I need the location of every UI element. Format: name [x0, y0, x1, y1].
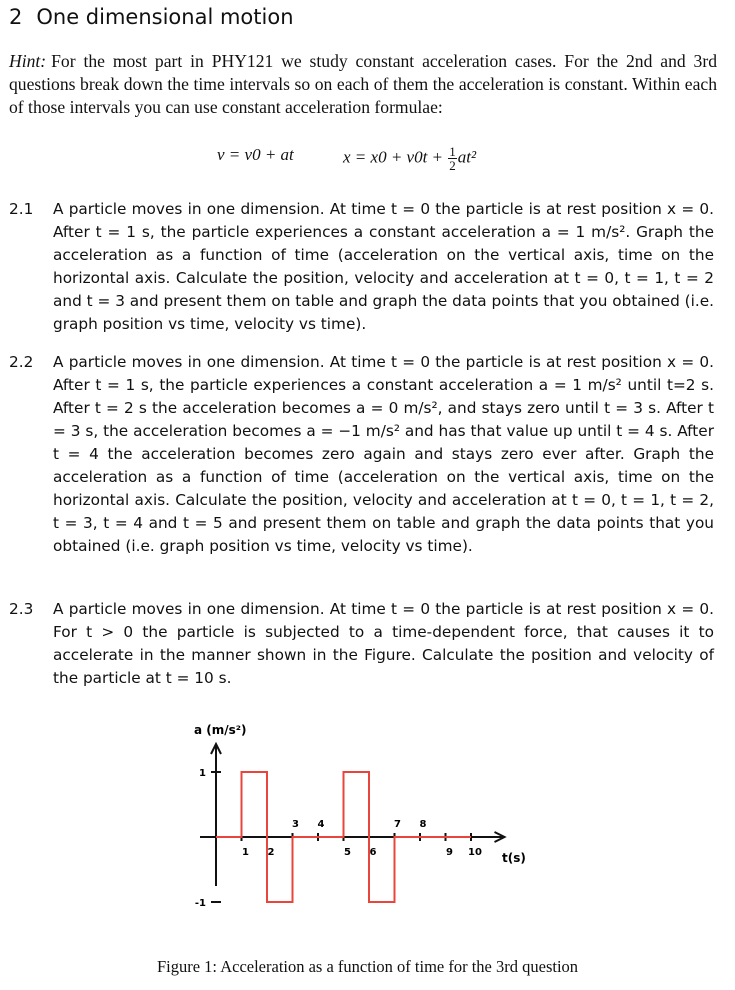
- figure-caption: Figure 1: Acceleration as a function of time for the 3rd question: [156, 957, 579, 976]
- half-fraction: [448, 145, 457, 172]
- position-equation: [343, 145, 476, 172]
- x-tick-label: 3: [292, 819, 299, 830]
- question-text: A particle moves in one dimension. At time t = 0 the particle is at rest position x = 0. For t > 0 the particle is subjected to a time-dependent force, that causes it to accelerate in the manner shown in the Figure. Calculate the position and velocity of the particle at t = 10 s.: [53, 600, 714, 687]
- question-text: A particle moves in one dimension. At time t = 0 the particle is at rest position x = 0. After t = 1 s, the particle experiences a constant acceleration a = 1 m/s². Graph the acceleration as a function of time (acceleration on the vertical axis, time on the horizontal axis. Calculate the position, velocity and acceleration at t = 0, t = 1, t = 2 and t = 3 and present them on table and graph the data points that you obtained (i.e. graph position vs time, velocity vs time).: [53, 200, 714, 333]
- hint-paragraph: [9, 50, 717, 119]
- position-equation-left: x = x0 + v0t +: [343, 147, 444, 167]
- hint-label: Hint:: [9, 51, 47, 71]
- question-number: 2.1: [9, 200, 34, 218]
- velocity-equation: v = v0 + at: [217, 145, 294, 164]
- x-tick-label: 9: [446, 847, 453, 858]
- acceleration-time-chart: [150, 710, 570, 930]
- position-equation-right: at²: [457, 147, 477, 167]
- axes: [200, 744, 505, 902]
- y-tick-label: 1: [199, 768, 206, 779]
- section-title: One dimensional motion: [36, 5, 294, 29]
- question-2-1: [9, 198, 714, 336]
- x-tick-label: 7: [394, 819, 401, 830]
- fraction-numerator: 1: [449, 144, 456, 159]
- y-tick-label: -1: [194, 898, 206, 909]
- question-2-3: [9, 598, 714, 690]
- fraction-denominator: 2: [449, 158, 456, 173]
- x-tick-label: 10: [468, 847, 482, 858]
- section-number: 2: [9, 5, 23, 29]
- section-heading: [9, 5, 294, 29]
- y-axis-label: a (m/s²): [194, 723, 247, 737]
- question-2-2: [9, 351, 714, 558]
- x-tick-label: 4: [317, 819, 325, 830]
- question-number: 2.3: [9, 600, 34, 618]
- x-tick-label: 1: [242, 847, 249, 858]
- x-tick-label: 5: [344, 847, 351, 858]
- x-tick-label: 6: [369, 847, 377, 858]
- x-tick-label: 8: [419, 819, 427, 830]
- tick-labels: [195, 768, 482, 909]
- x-axis-label: t(s): [502, 851, 526, 865]
- question-number: 2.2: [9, 353, 34, 371]
- x-tick-label: 2: [267, 847, 275, 858]
- hint-text: For the most part in PHY121 we study constant acceleration cases. For the 2nd and 3rd questions break down the time intervals so on each of them the acceleration is constant. Within each of those intervals you can use constant acceleration formulae:: [9, 51, 717, 117]
- equation-block: [0, 131, 735, 171]
- question-text: A particle moves in one dimension. At time t = 0 the particle is at rest position x = 0. After t = 1 s, the particle experiences a constant acceleration a = 1 m/s² until t=2 s. After t = 2 s the acceleration becomes a = 0 m/s², and stays zero until t = 3 s. After t = 3 s, the acceleration becomes a = −1 m/s² and has that value up until t = 4 s. After t = 4 the acceleration becomes zero again and stays zero ever after. Graph the acceleration as a function of time (acceleration on the vertical axis, time on the horizontal axis. Calculate the position, velocity and acceleration at t = 0, t = 1, t = 2, t = 3, t = 4 and t = 5 and present them on table and graph the data points that you obtained (i.e. graph position vs time, velocity vs time).: [53, 353, 714, 555]
